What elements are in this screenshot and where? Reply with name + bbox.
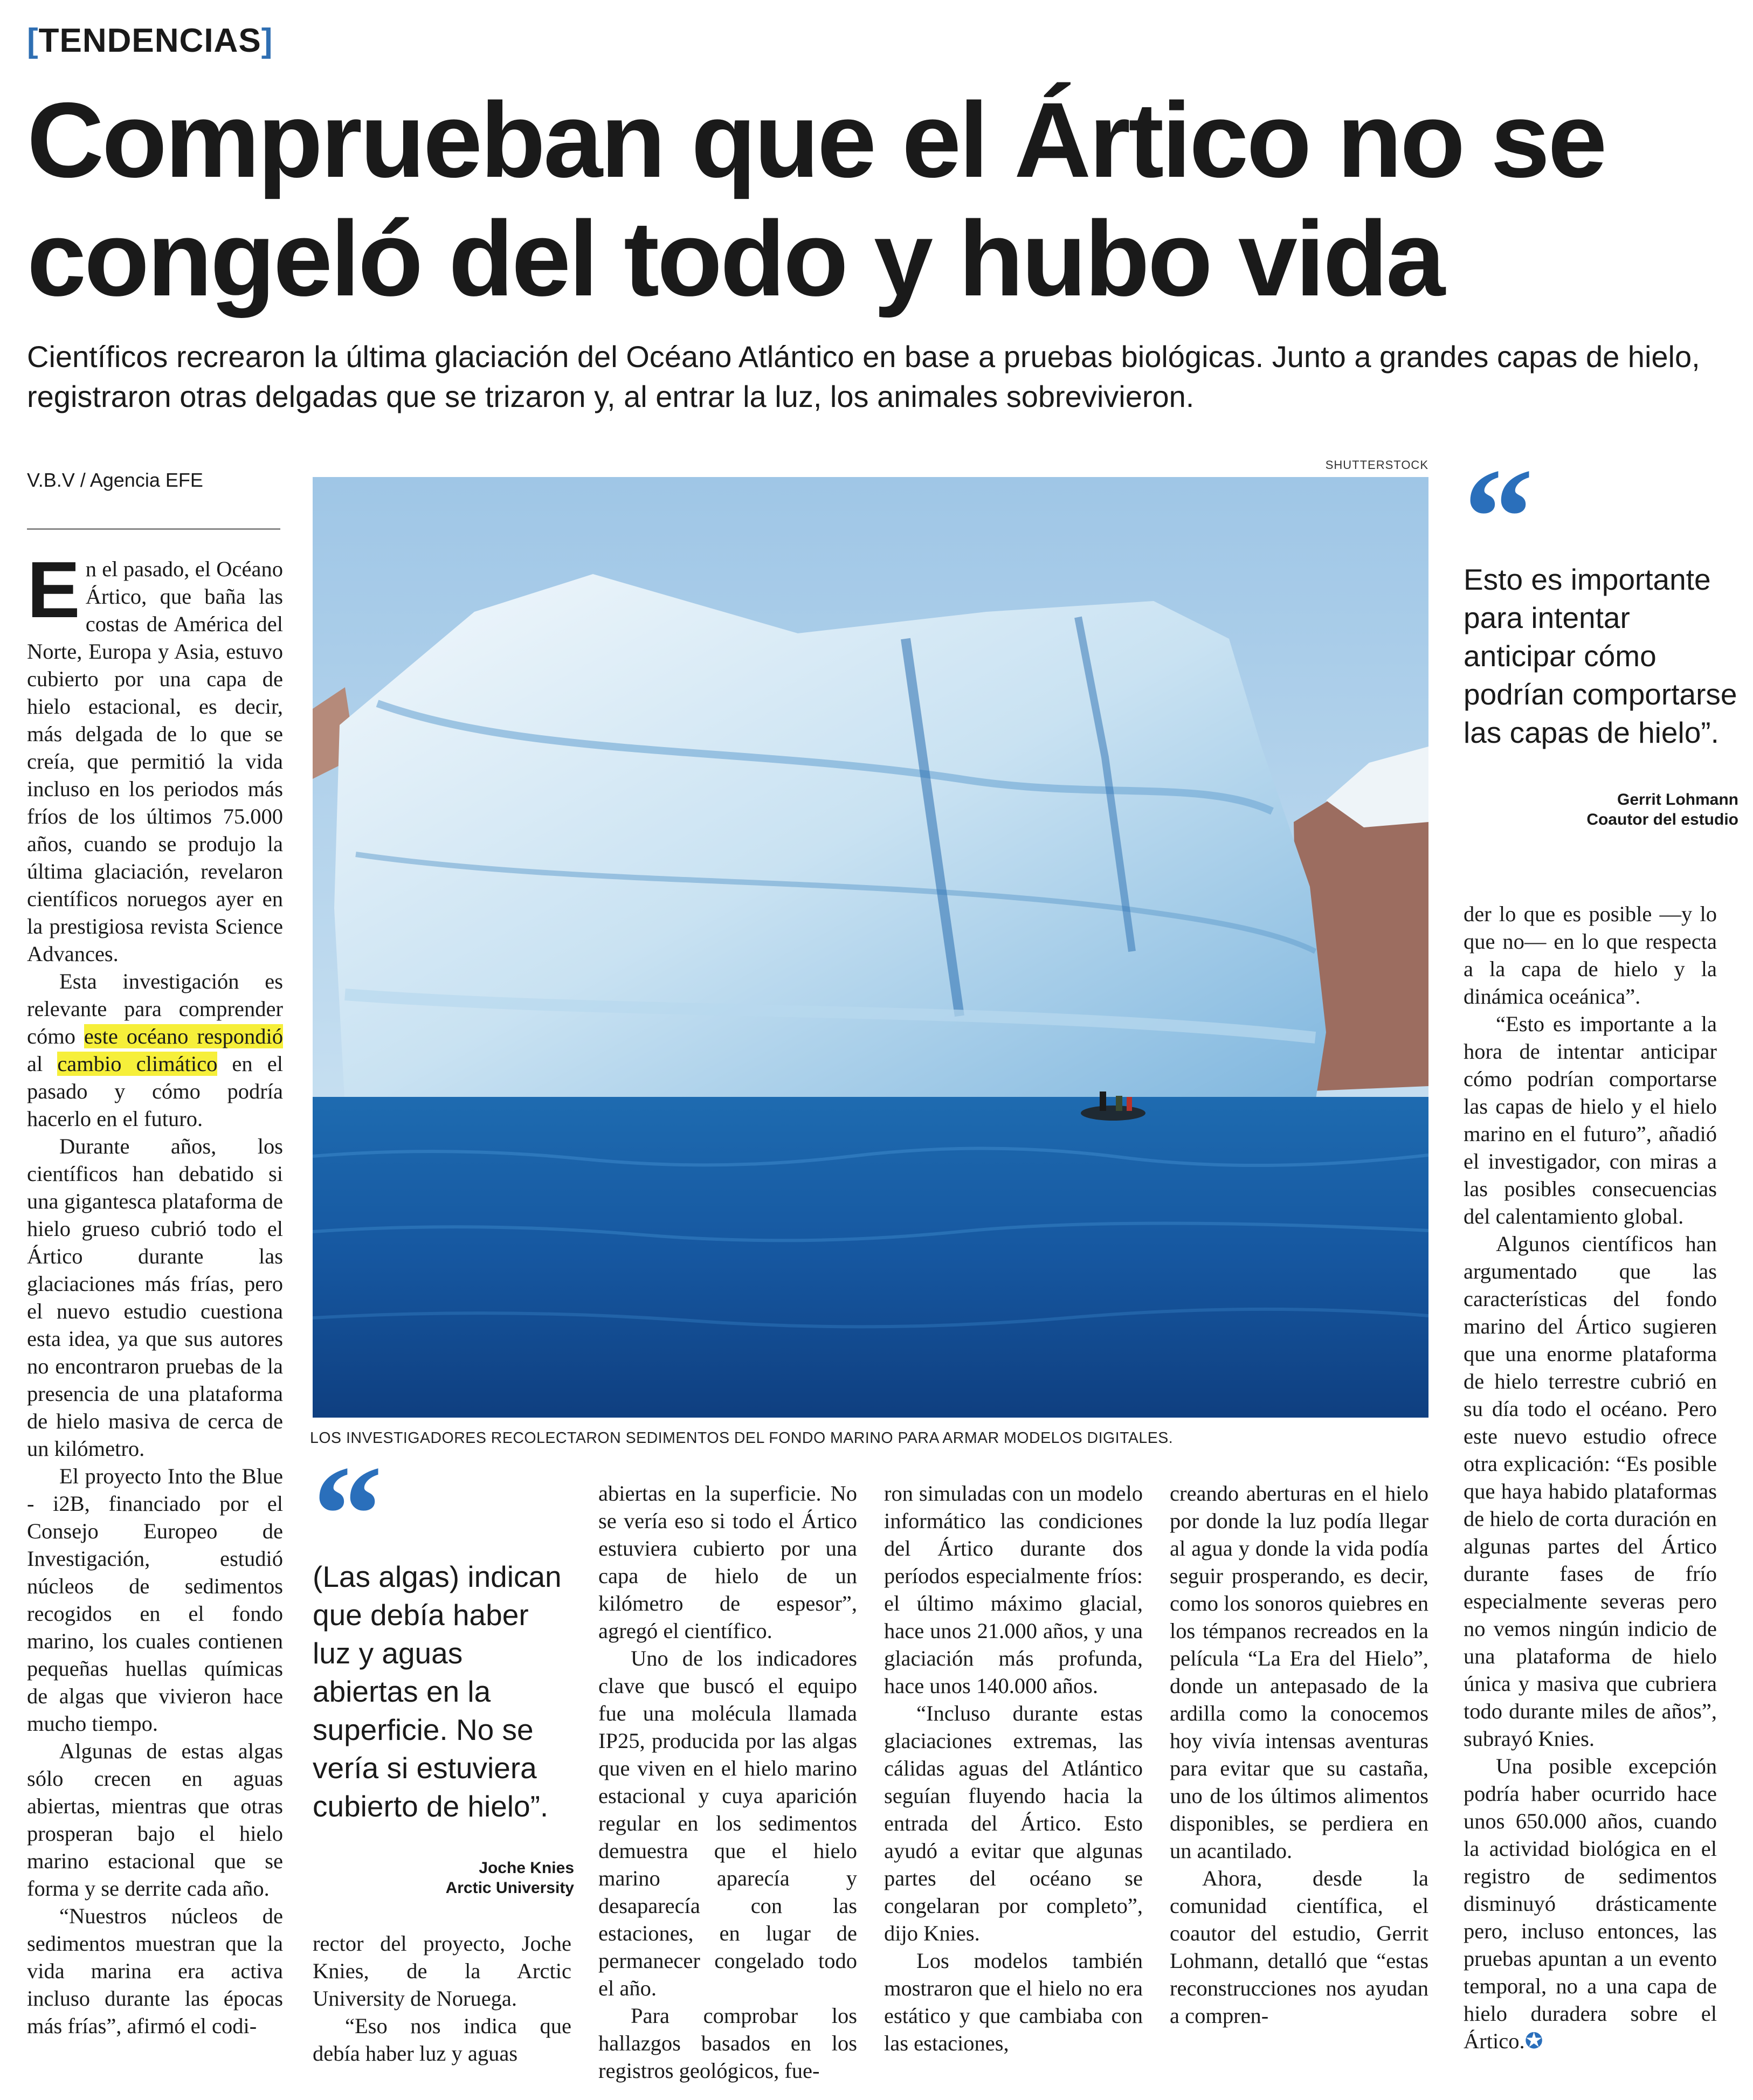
paragraph: Esta investigación es relevante para comprender cómo este océano respondió al cambio climático en el pasado y cómo podría hacerlo en el futuro.	[27, 969, 283, 1131]
article-column-1	[27, 545, 283, 2040]
paragraph: abiertas en la superficie. No se vería eso si todo el Ártico estuviera cubierto por una capa de hielo de un kilómetro de espesor”, agregó el científico.	[598, 1481, 857, 1643]
paragraph: En el pasado, el Océano Ártico, que baña las costas de América del Norte, Europa y Asia, estuvo cubierto por una capa de hielo estacional, es decir, más delgada de lo que se creía, que permitió la vida incluso en los periodos más fríos de los últimos 75.000 años, cuando se produjo la última glaciación, revelaron científicos noruegos ayer en la prestigiosa revista Science Advances.	[27, 545, 283, 966]
paragraph: Los modelos también mostraron que el hielo no era estático y que cambiaba con las estaciones,	[884, 1949, 1143, 2055]
photo-credit: SHUTTERSTOCK	[1325, 458, 1428, 472]
section-tag	[27, 22, 273, 60]
article-column-5	[1170, 1480, 1428, 2029]
drop-cap: E	[27, 545, 80, 634]
paragraph: ron simuladas con un modelo informático las condiciones del Ártico durante dos períodos especialmente fríos: el último máximo glacial, hace unos 21.000 años, y una glaciación más profunda, hace unos 140.000 años.	[884, 1481, 1143, 1698]
pull-quote-bottom	[313, 1437, 574, 1898]
paragraph: Algunos científicos han argumentado que las características del fondo marino del Ártico sugieren que una enorme plataforma de hielo terrestre cubrió en su día todo el océano. Pero este nuevo estudio ofrece otra explicación: “Es posible que haya habido plataformas de hielo de corta duración en algunas partes del Ártico durante fases de frío especialmente severas pero no vemos ningún indicio de una plataforma de hielo única y masiva que cubriera todo durante miles de años”, subrayó Knies.	[1464, 1232, 1717, 1751]
paragraph: creando aberturas en el hielo por donde la luz podía llegar al agua y donde la vida podía seguir prosperando, es decir, como los sonoros quiebres en los témpanos recreados en la película “La Era del Hielo”, donde un antepasado de la ardilla como la conocemos hoy vivía intensas aventuras para evitar que su castaña, uno de los últimos alimentos disponibles, se perdiera en un acantilado.	[1170, 1481, 1428, 1863]
paragraph: “Nuestros núcleos de sedimentos muestran que la vida marina era activa incluso durante las épocas más frías”, afirmó el codi-	[27, 1904, 283, 2038]
paragraph: Para comprobar los hallazgos basados en los registros geológicos, fue-	[598, 2004, 857, 2083]
end-mark-icon: ✪	[1524, 2029, 1543, 2053]
paragraph: der lo que es posible —y lo que no— en lo que respecta a la capa de hielo y la dinámica oceánica”.	[1464, 902, 1717, 1008]
paragraph: Ahora, desde la comunidad científica, el coautor del estudio, Gerrit Lohmann, detalló que “estas reconstrucciones nos ayudan a compren-	[1170, 1866, 1428, 2028]
headline-line-2: congeló del todo y hubo vida	[27, 199, 1444, 318]
paragraph: Una posible excepción podría haber ocurrido hace unos 650.000 años, cuando la actividad biológica en el registro de sedimentos disminuyó drásticamente pero, incluso entonces, las pruebas apuntan a un evento temporal, no a una capa de hielo duradera sobre el Ártico.✪	[1464, 1754, 1717, 2053]
article-column-6	[1464, 900, 1717, 2055]
pull-quote-text: Esto es importante para intentar anticipar cómo podrían comportarse las capas de hielo”.	[1464, 563, 1737, 749]
paragraph: Algunas de estas algas sólo crecen en aguas abiertas, mientras que otras prosperan bajo el hielo marino estacional que se forma y se derrite cada año.	[27, 1739, 283, 1901]
paragraph: rector del proyecto, Joche Knies, de la Arctic University de Noruega.	[313, 1931, 571, 2011]
quote-mark-icon: “	[1464, 440, 1534, 595]
quote-author-role: Arctic University	[445, 1879, 574, 1897]
highlighted-text: este océano respondió	[84, 1024, 283, 1048]
paragraph: Durante años, los científicos han debatido si una gigantesca plataforma de hielo grueso cubrió todo el Ártico durante las glaciaciones más frías, pero el nuevo estudio cuestiona esta idea, ya que sus autores no encontraron pruebas de la presencia de una plataforma de hielo masiva de cerca de un kilómetro.	[27, 1134, 283, 1461]
quote-attribution	[313, 1858, 574, 1898]
paragraph: “Esto es importante a la hora de intentar anticipar cómo podrían comportarse las capas de hielo y el hielo marino en el futuro”, añadió el investigador, con miras a las posibles consecuencias del calentamiento global.	[1464, 1012, 1717, 1228]
pull-quote-text: (Las algas) indican que debía haber luz y aguas abiertas en la superficie. No se vería si estuviera cubierto de hielo”.	[313, 1560, 562, 1823]
quote-mark-icon: “	[313, 1437, 383, 1592]
quote-attribution	[1464, 790, 1738, 830]
iceberg-photo	[313, 477, 1428, 1418]
section-label: TENDENCIAS	[38, 22, 261, 59]
deck: Científicos recrearon la última glaciación del Océano Atlántico en base a pruebas biológicas. Junto a grandes capas de hielo, registraron otras delgadas que se trizaron y, al entrar la luz, los animales sobrevivieron.	[27, 340, 1700, 413]
article-column-2	[313, 1930, 571, 2067]
quote-author-role: Coautor del estudio	[1586, 811, 1738, 828]
byline: V.B.V / Agencia EFE	[27, 469, 203, 491]
article-column-4	[884, 1480, 1143, 2057]
pull-quote-top	[1464, 440, 1738, 830]
paragraph: Uno de los indicadores clave que buscó el equipo fue una molécula llamada IP25, producida por las algas que viven en el hielo marino estacional y cuya aparición regular en los sedimentos demuestra que el hielo marino aparecía y desaparecía con las estaciones, en lugar de permanecer congelado todo el año.	[598, 1646, 857, 2000]
quote-author: Gerrit Lohmann	[1617, 791, 1738, 809]
photo-caption: LOS INVESTIGADORES RECOLECTARON SEDIMENTOS DEL FONDO MARINO PARA ARMAR MODELOS DIGITALES.	[310, 1429, 1174, 1447]
headline-line-1: Comprueban que el Ártico no se	[27, 80, 1605, 199]
byline-divider	[27, 528, 280, 530]
quote-author: Joche Knies	[479, 1859, 574, 1877]
highlighted-text: cambio climático	[57, 1052, 218, 1076]
paragraph: El proyecto Into the Blue - i2B, financiado por el Consejo Europeo de Investigación, estudió núcleos de sedimentos recogidos en el fondo marino, los cuales contienen pequeñas huellas químicas de algas que vivieron hace mucho tiempo.	[27, 1464, 283, 1736]
headline	[27, 81, 1736, 318]
paragraph: “Eso nos indica que debía haber luz y aguas	[313, 2014, 571, 2066]
paragraph: “Incluso durante estas glaciaciones extremas, las cálidas aguas del Atlántico seguían fluyendo hacia la entrada del Ártico. Esto ayudó a evitar que algunas partes del océano se congelaran por completo”, dijo Knies.	[884, 1701, 1143, 1945]
section-bracket-close: ]	[261, 22, 273, 59]
section-bracket-open: [	[27, 22, 39, 59]
article-column-3	[598, 1480, 857, 2084]
